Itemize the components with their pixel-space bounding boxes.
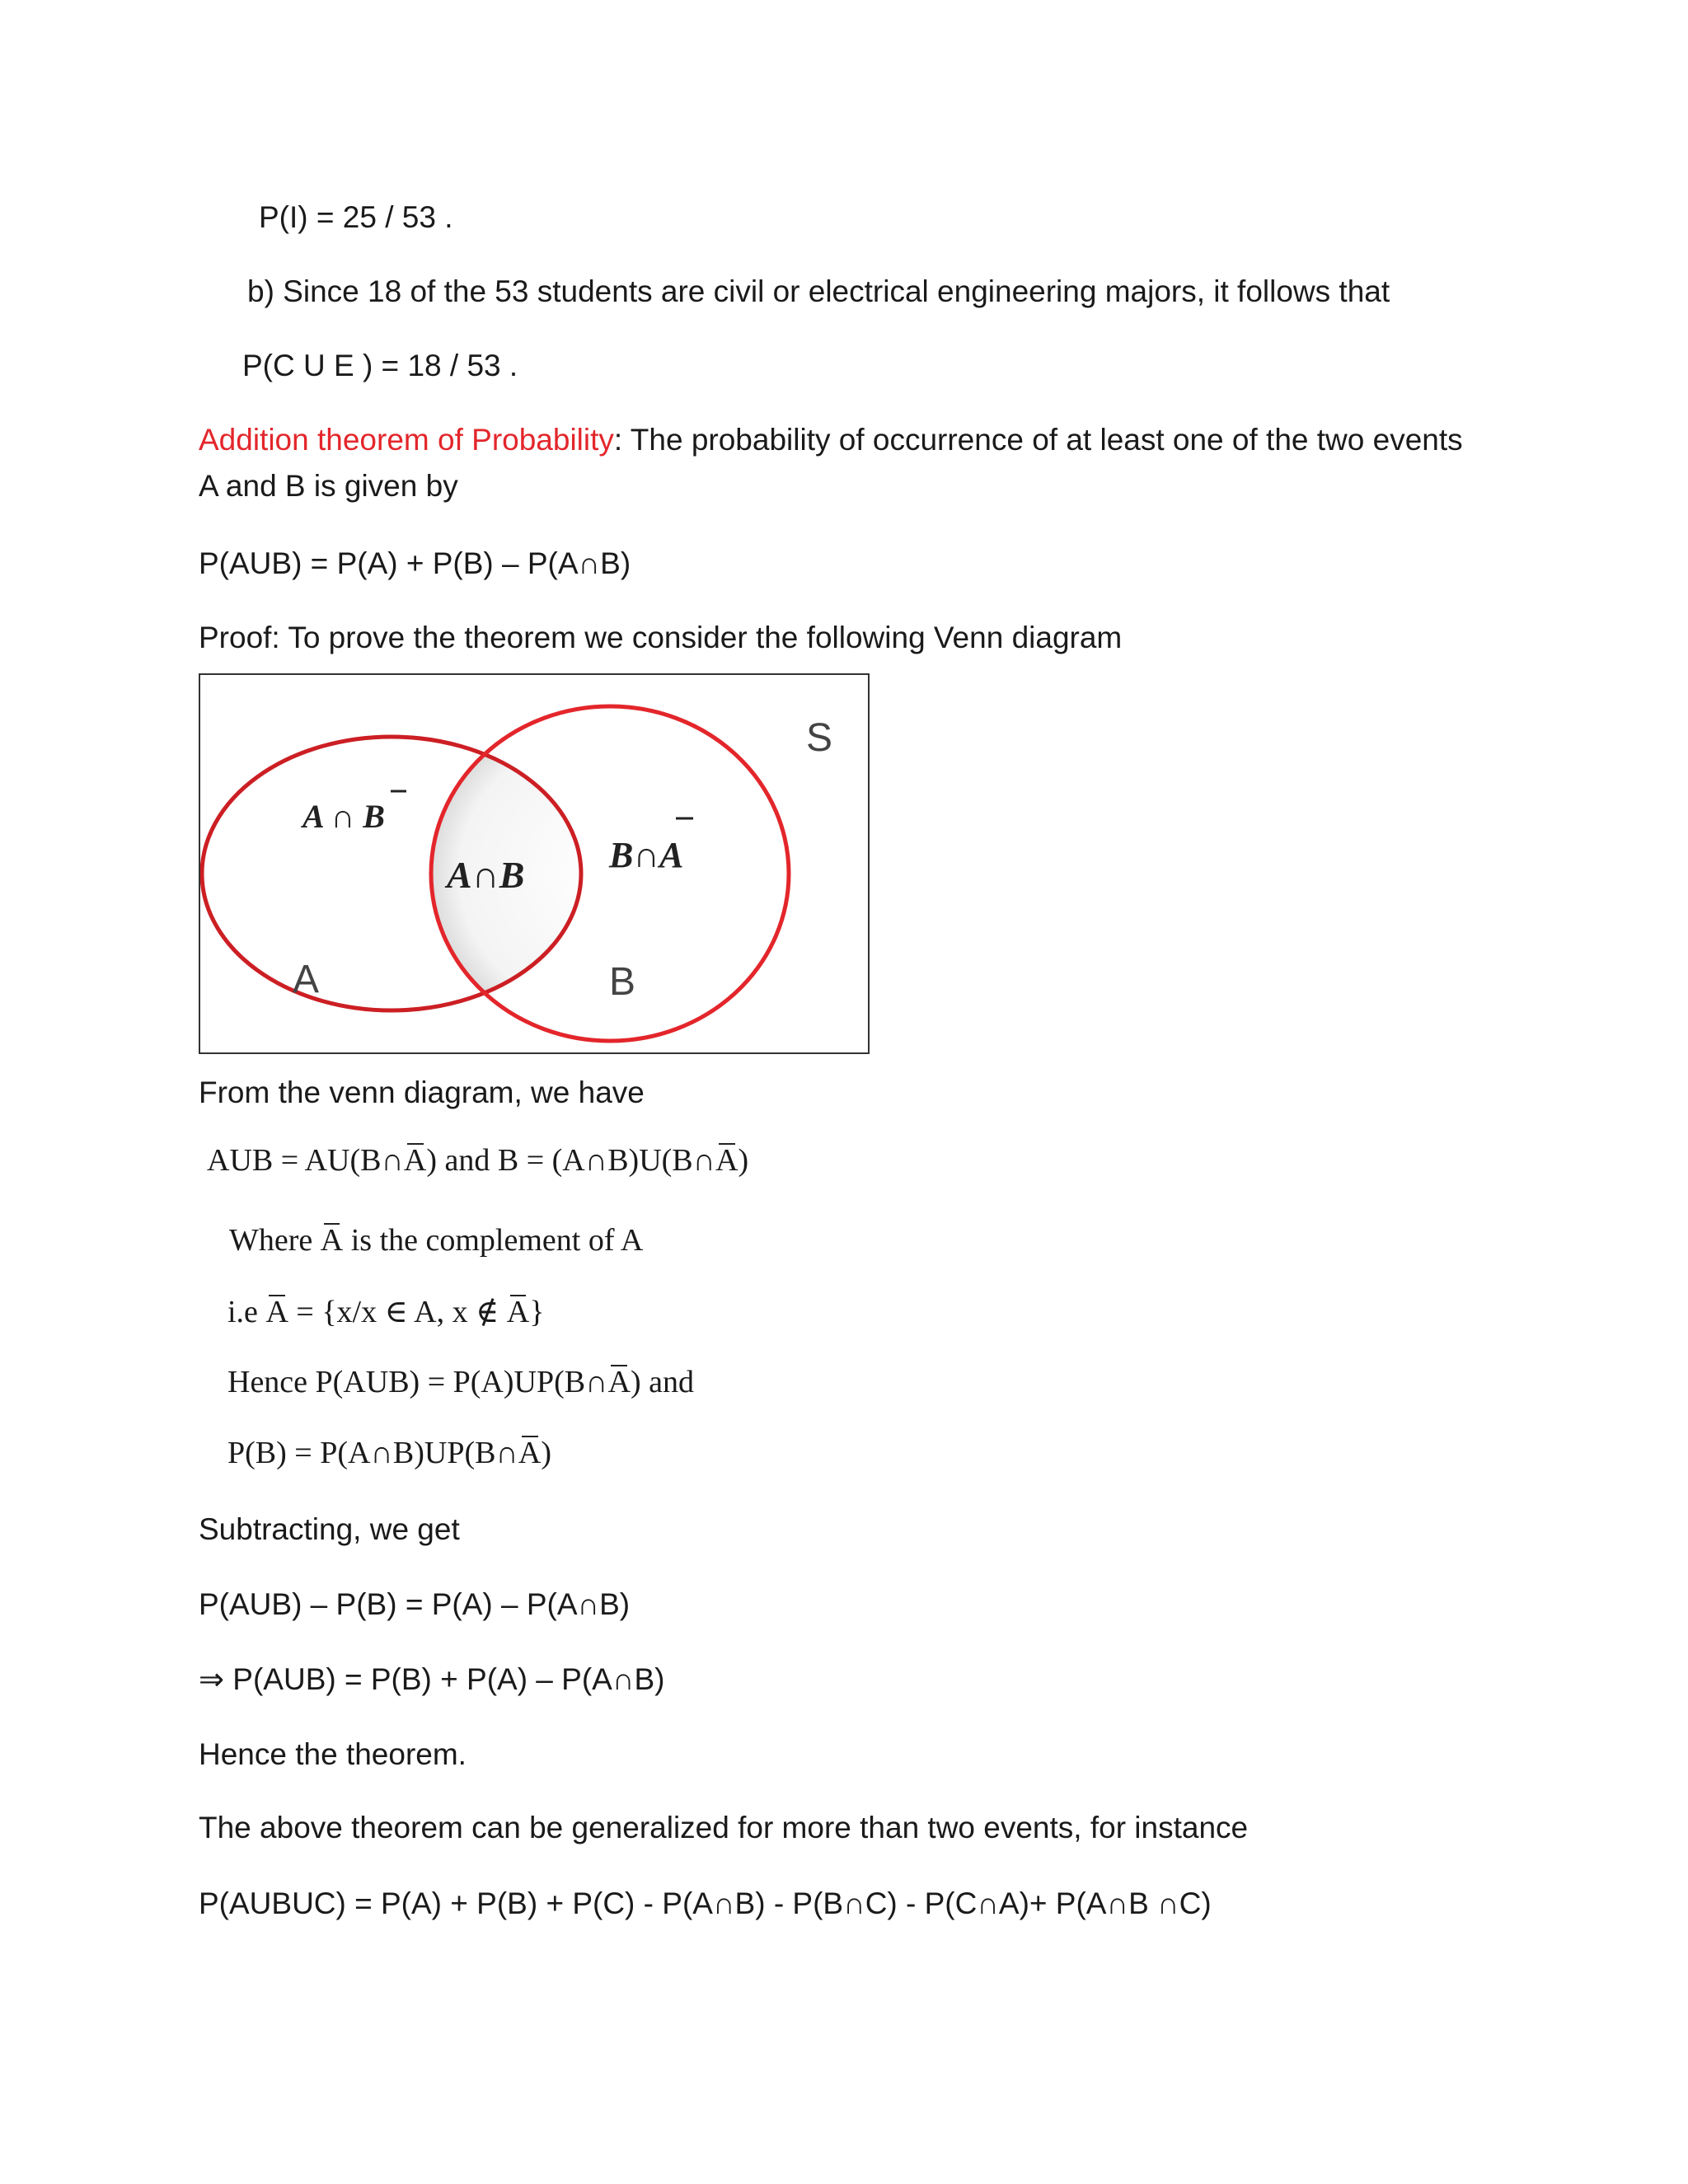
ie-a-complement: A [265, 1294, 288, 1332]
eq1-a-complement: A [404, 1142, 426, 1180]
where-text: Where [229, 1223, 321, 1258]
implies-arrow-icon: ⇒ [199, 1662, 225, 1696]
hence-theorem-line: Hence the theorem. [199, 1737, 467, 1771]
union-equations [207, 1142, 748, 1180]
p-i-line: P(I) = 25 / 53 . [259, 200, 453, 234]
addition-formula: P(AUB) = P(A) + P(B) – P(A∩B) [199, 546, 631, 580]
from-venn-line: From the venn diagram, we have [199, 1076, 645, 1109]
eq1-end: ) [738, 1143, 749, 1178]
part-b-text: b) Since 18 of the 53 students are civil or electrical engineering majors, it follows that [247, 274, 1390, 308]
eq1-part2: ) and B = (A∩B)U(B∩ [426, 1143, 716, 1178]
label-a: A [293, 958, 320, 1001]
hence-part2: ) and [631, 1365, 695, 1399]
venn-diagram [199, 673, 870, 1054]
label-a-not-b: A ∩ B [302, 798, 385, 835]
label-b-not-a-group [608, 818, 693, 875]
addition-theorem-paragraph [199, 422, 1463, 458]
eq1-part1: AUB = AU(B∩ [207, 1143, 404, 1178]
proof-intro: Proof: To prove the theorem we consider the following Venn diagram [199, 621, 1123, 654]
ie-set: = {x/x ∈ A, x ∉ [288, 1295, 507, 1329]
implies-rest: P(AUB) = P(B) + P(A) – P(A∩B) [224, 1662, 665, 1696]
difference-formula: P(AUB) – P(B) = P(A) – P(A∩B) [199, 1587, 631, 1621]
hence-a-complement: A [608, 1364, 631, 1402]
label-a-not-b-group [300, 791, 406, 835]
where-complement-line [229, 1222, 643, 1260]
label-s: S [806, 716, 833, 760]
ie-line [227, 1294, 544, 1332]
general-formula: P(AUBUC) = P(A) + P(B) + P(C) - P(A∩B) - P(B∩C) - P(C∩A)+ P(A∩B ∩C) [199, 1886, 1212, 1920]
label-b-not-a: B∩A [609, 835, 684, 875]
addition-theorem-statement: : The probability of occurrence of at least one of the two events [613, 423, 1463, 457]
addition-theorem-heading: Addition theorem of Probability [199, 423, 614, 457]
hence-line [227, 1364, 694, 1402]
ie-close: } [529, 1295, 545, 1329]
pb-line [227, 1435, 551, 1473]
generalized-line: The above theorem can be generalized for more than two events, for instance [199, 1811, 1249, 1844]
where-rest: is the complement of A [343, 1223, 644, 1258]
venn-svg [200, 675, 868, 1052]
label-b: B [609, 960, 636, 1004]
p-c-u-e-line: P(C U E ) = 18 / 53 . [242, 349, 518, 382]
pb-a-complement: A [518, 1435, 541, 1473]
implies-formula [199, 1661, 664, 1698]
pb-part1: P(B) = P(A∩B)UP(B∩ [227, 1436, 518, 1470]
eq1-b-complement: A [715, 1142, 738, 1180]
hence-part1: Hence P(AUB) = P(A)UP(B∩ [227, 1365, 608, 1399]
label-a-and-b: A∩B [447, 854, 525, 896]
ie-text: i.e [227, 1295, 266, 1329]
addition-theorem-continuation: A and B is given by [199, 469, 458, 503]
pb-end: ) [541, 1436, 552, 1470]
where-a-complement: A [321, 1222, 343, 1260]
subtracting-line: Subtracting, we get [199, 1512, 460, 1546]
ie-a-complement-2: A [507, 1294, 529, 1332]
